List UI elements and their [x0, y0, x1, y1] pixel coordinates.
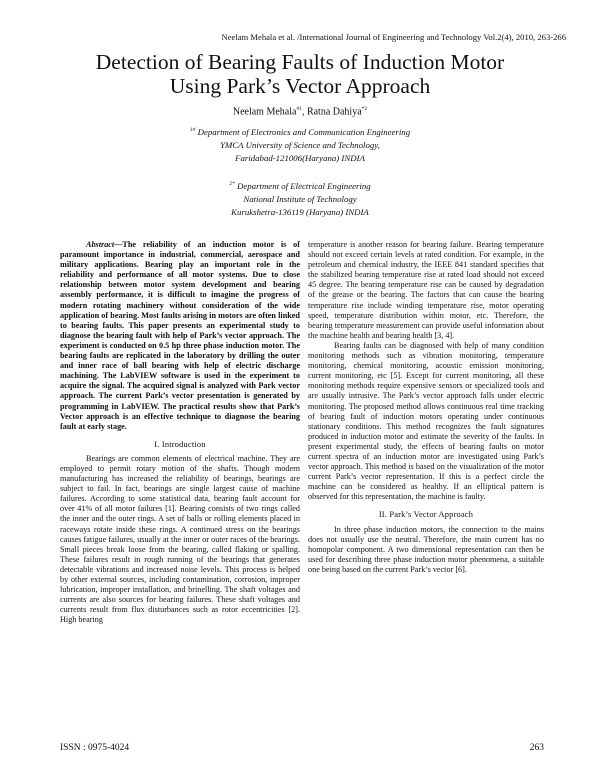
abstract — [60, 240, 300, 432]
monitoring-paragraph: Bearing faults can be diagnosed with help of many condition monitoring methods such as vibration monitoring, temperature monitoring, chemical monitoring, acoustic emission monitoring, current monitoring, etc [5]. Except for current monitoring, all these monitoring methods require expensive sensors or specialized tools and are usually intrusive. The Park’s vector approach falls under electric monitoring. The proposed method allows continuous real time tracking of bearing fault of induction motors operating under continuous stationary conditions. This method recognizes the fault signatures produced in induction motor and estimate the severity of the faults. In present experimental study, the effects of bearing faults on motor current spectra of an induction motor are investigated using Park’s vector approach. This method is based on the visualization of the motor current Park’s vector representation. If this is a perfect circle the machine can be considered as healthy. If an elliptical pattern is observed for this representation, the machine is faulty. — [308, 340, 544, 502]
left-column — [60, 240, 300, 625]
issn-footer: ISSN : 0975-4024 — [60, 743, 130, 753]
affiliation-2-sup: 2* — [229, 181, 235, 187]
section-1-heading: I. Introduction — [154, 439, 206, 449]
section-2-heading: II. Park’s Vector Approach — [378, 510, 474, 520]
title-line-1: Detection of Bearing Faults of Induction Motor — [95, 50, 505, 74]
affiliation-1-dept: Department of Electronics and Communication Engineering — [197, 126, 411, 137]
bearing-temperature-paragraph: temperature is another reason for bearing failure. Bearing temperature should not exceed certain levels at rated condition. For example, in the petroleum and chemical industry, the IEEE 841 standard specifies that the stabilized bearing temperature rise at rated load should not exceed 45 degree. The bearing temperature rise can be caused by degradation of the grease or the bearing. The factors that can cause the bearing temperature rise include winding temperature rise, motor operating speed, temperature distribution within motor, etc. Therefore, the bearing temperature measurement can provide useful information about the machine health and bearing health [3, 4]. — [308, 240, 544, 340]
author-1: Neelam Mehala — [232, 106, 297, 118]
author-1-sup: #1 — [296, 106, 302, 112]
author-2: Ratna Dahiya — [306, 106, 362, 118]
author-2-sup: *2 — [361, 106, 368, 112]
right-column — [308, 240, 544, 575]
abstract-label: Abstract— — [86, 240, 123, 249]
park-vector-paragraph: In three phase induction motors, the connection to the mains does not usually use the neutral. Therefore, the main current has no homopolar component. A two dimensional representation can then be used for describing three phase induction motor phenomena, a suitable one being based on the current Park’s vector [6]. — [308, 524, 544, 574]
affiliation-1-inst: YMCA University of Science and Technology, — [220, 139, 380, 150]
page-number: 263 — [529, 743, 544, 753]
author-sep: , — [301, 106, 307, 118]
abstract-text: The reliability of an induction motor is of paramount importance in industrial, commercial, aerospace and military applications. Bearing play an important role in the reliability and performance of all motor systems. Due to close relationship between motor system development and bearing assembly performance, it is difficult to imagine the progress of modern rotating machinery without consideration of the wide application of bearing. Most faults arising in motors are often linked to bearing faults. This paper presents an experimental study to diagnose the bearing fault with help of Park’s vector approach. The experiment is conducted on 0.5 hp three phase induction motor. The bearing faults are replicated in the laboratory by drilling the outer and inner race of ball bearing with help of electric discharge machining. The LabVIEW software is used in the experiment to acquire the signal. The acquired signal is analyzed with Park vector approach. The current Park’s vector presentation is generated by programming in LabVIEW. The practical results show that Park’s Vector approach is an effective technique to diagnose the bearing fault at early stage. — [60, 240, 300, 431]
affiliation-2-dept: Department of Electrical Engineering — [237, 180, 371, 191]
journal-header: Neelam Mehala et al. /International Journal of Engineering and Technology Vol.2(4), 2010, 263-266 — [221, 32, 566, 42]
affiliation-2 — [150, 178, 450, 219]
title-line-2: Using Park’s Vector Approach — [169, 74, 431, 98]
affiliation-2-inst: National Institute of Technology — [243, 193, 357, 204]
affiliation-1-place: Faridabad-121006(Haryana) INDIA — [235, 152, 365, 163]
affiliation-1 — [150, 124, 450, 165]
paper-title — [40, 50, 560, 98]
intro-paragraph: Bearings are common elements of electrical machine. They are employed to permit rotary motion of the shafts. Though modern manufacturing has increased the reliability of bearings, bearings are subject to fail. In fact, bearings are single largest cause of machine failures. According to some statistical data, bearing fault account for over 41% of all motor failures [1]. Bearing consists of two rings called the inner and the outer rings. A set of balls or rolling elements placed in raceways rotate inside these rings. A continued stress on the bearings causes fatigue failures, usually at the inner or outer races of the bearings. Small pieces break loose from the bearing, called flaking or spalling. These failures result in rough running of the bearings that generates detectable vibrations and increased noise levels. This process is helped by other external sources, including contamination, corrosion, improper lubrication, improper installation, and brinelling. The shaft voltages and currents are also sources for bearing failures. These shaft voltages and currents result from flux disturbances such as rotor eccentricities [2]. High bearing — [60, 453, 300, 625]
author-list — [0, 106, 600, 117]
affiliation-1-sup: 1# — [189, 127, 196, 133]
affiliation-2-place: Kurukshetra-136119 (Haryana) INDIA — [231, 206, 369, 217]
